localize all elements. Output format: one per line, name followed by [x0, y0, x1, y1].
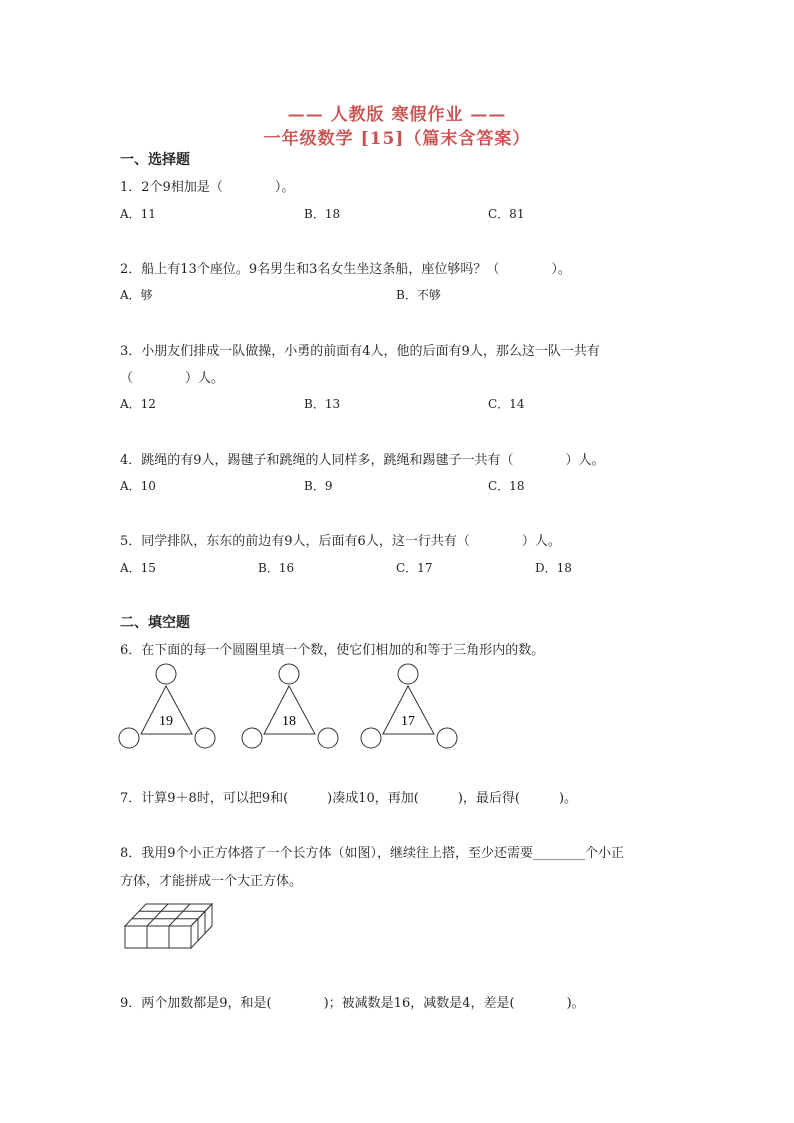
- q2-option-a: A．够: [120, 288, 153, 302]
- circle-right[interactable]: [318, 728, 338, 748]
- q1-option-a: A．11: [120, 207, 156, 221]
- q3-option-a: A．12: [120, 397, 156, 411]
- question-8-line2: 方体，才能拼成一个大正方体。: [120, 874, 303, 889]
- section-heading-choice: 一、选择题: [120, 152, 190, 168]
- q1-option-b: B．18: [304, 207, 341, 221]
- circle-left[interactable]: [361, 728, 381, 748]
- worksheet-subtitle: 一年级数学 [15]（篇末含答案）: [263, 129, 531, 149]
- worksheet-title: —— 人教版 寒假作业 ——: [287, 105, 507, 125]
- q4-option-b: B．9: [304, 479, 333, 493]
- question-3-line2: （ ）人。: [120, 371, 225, 386]
- question-7: 7．计算9＋8时，可以把9和( )凑成10，再加( )，最后得( )。: [120, 791, 578, 806]
- q3-option-c: C．14: [488, 397, 525, 411]
- triangle-number: 17: [401, 714, 415, 729]
- q4-option-a: A．10: [120, 479, 156, 493]
- question-9: 9．两个加数都是9，和是( )；被减数是16，减数是4，差是( )。: [120, 996, 585, 1011]
- q5-option-c: C．17: [396, 561, 433, 575]
- question-4: 4．跳绳的有9人，踢毽子和跳绳的人同样多，跳绳和踢毽子一共有（ ）人。: [120, 453, 605, 468]
- circle-left[interactable]: [242, 728, 262, 748]
- circle-right[interactable]: [195, 728, 215, 748]
- question-6: 6．在下面的每一个圆圈里填一个数，使它们相加的和等于三角形内的数。: [120, 643, 545, 658]
- q5-option-b: B．16: [258, 561, 295, 575]
- question-5: 5．同学排队，东东的前边有9人，后面有6人，这一行共有（ ）人。: [120, 534, 561, 549]
- q1-option-c: C．81: [488, 207, 525, 221]
- q3-option-b: B．13: [304, 397, 341, 411]
- triangle-number: 19: [159, 714, 173, 729]
- triangle-figure-2: [241, 662, 341, 752]
- question-2: 2．船上有13个座位。9名男生和3名女生坐这条船，座位够吗？（ ）。: [120, 262, 571, 277]
- cuboid-figure: [122, 900, 222, 952]
- q4-option-c: C．18: [488, 479, 525, 493]
- question-3-line1: 3．小朋友们排成一队做操，小勇的前面有4人，他的后面有9人，那么这一队一共有: [120, 344, 600, 359]
- triangle-figure-1: [118, 662, 218, 752]
- triangle-figure-3: [360, 662, 460, 752]
- circle-top[interactable]: [398, 664, 418, 684]
- circle-right[interactable]: [437, 728, 457, 748]
- q2-option-b: B．不够: [396, 288, 441, 302]
- circle-top[interactable]: [279, 664, 299, 684]
- q5-option-d: D．18: [535, 561, 572, 575]
- question-1: 1．2个9相加是（ ）。: [120, 180, 295, 195]
- q5-option-a: A．15: [120, 561, 156, 575]
- circle-left[interactable]: [119, 728, 139, 748]
- circle-top[interactable]: [156, 664, 176, 684]
- section-heading-fill: 二、填空题: [120, 615, 190, 631]
- question-8-line1: 8．我用9个小正方体搭了一个长方体（如图），继续往上搭，至少还需要________个小正: [120, 846, 625, 861]
- triangle-number: 18: [282, 714, 296, 729]
